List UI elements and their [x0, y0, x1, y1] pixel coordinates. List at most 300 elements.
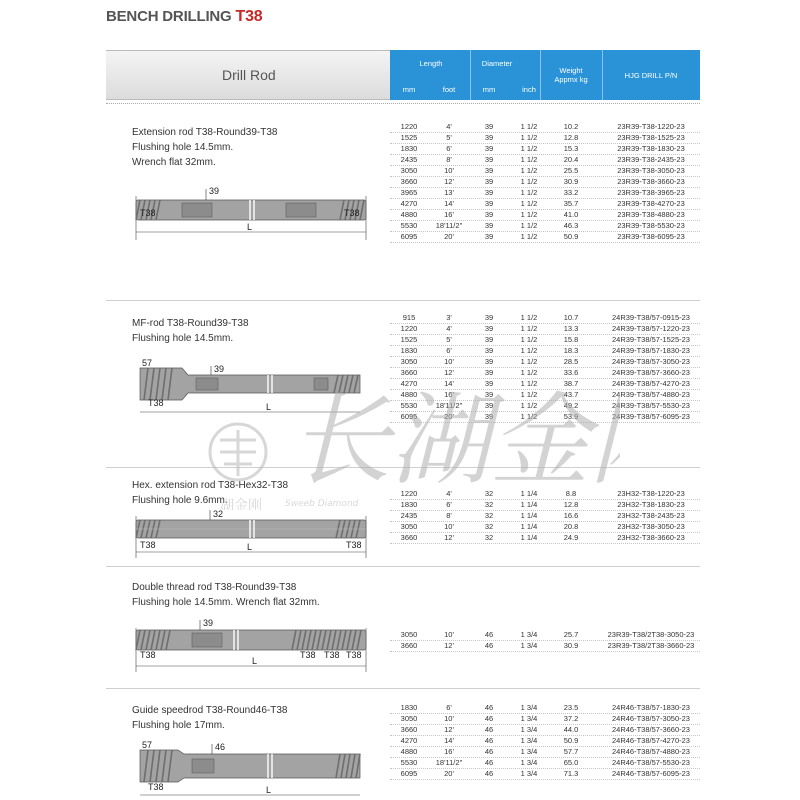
cell-diameter-mm: 39 — [484, 324, 494, 333]
cell-diameter-inch: 1 1/4 — [520, 489, 538, 498]
cell-length-mm: 2435 — [400, 155, 418, 164]
section-5-left-thread-label: T38 — [148, 782, 164, 792]
cell-diameter-mm: 39 — [484, 357, 494, 366]
cell-diameter-mm: 39 — [484, 232, 494, 241]
cell-length-foot: 4' — [446, 122, 452, 131]
cell-length-foot: 6' — [446, 500, 452, 509]
cell-part-number: 23R39-T38-4270-23 — [617, 199, 685, 208]
cell-length-mm: 4270 — [400, 379, 418, 388]
cell-length-foot: 13' — [444, 188, 454, 197]
cell-length-mm: 1830 — [400, 144, 418, 153]
cell-length-mm: 1830 — [400, 703, 418, 712]
cell-weight: 30.9 — [563, 177, 579, 186]
section-4-title: Double thread rod T38-Round39-T38 — [132, 582, 297, 593]
cell-weight: 15.3 — [563, 144, 579, 153]
section-4-left-thread-label: T38 — [140, 650, 156, 660]
cell-diameter-mm: 39 — [484, 401, 494, 410]
cell-length-foot: 4' — [446, 324, 452, 333]
cell-weight: 8.8 — [565, 489, 577, 498]
table-row — [390, 533, 700, 543]
table-row — [390, 155, 700, 165]
table-row — [390, 522, 700, 532]
cell-length-mm: 3050 — [400, 630, 418, 639]
cell-weight: 24.9 — [563, 533, 579, 542]
cell-diameter-inch: 1 1/2 — [520, 390, 538, 399]
table-row — [390, 335, 700, 345]
cell-diameter-inch: 1 3/4 — [520, 725, 538, 734]
cell-part-number: 23R39-T38-1830-23 — [617, 144, 685, 153]
cell-weight: 38.7 — [563, 379, 579, 388]
cell-part-number: 23R39-T38-3050-23 — [617, 166, 685, 175]
cell-length-foot: 10' — [444, 357, 454, 366]
cell-weight: 44.0 — [563, 725, 579, 734]
section-4-diameter-label: 39 — [203, 618, 214, 628]
cell-weight: 49.2 — [563, 401, 579, 410]
cell-diameter-mm: 46 — [484, 641, 494, 650]
cell-length-foot: 8' — [446, 155, 452, 164]
cell-diameter-inch: 1 1/4 — [520, 522, 538, 531]
cell-part-number: 23H32-T38-3660-23 — [617, 533, 685, 542]
cell-length-foot: 16' — [444, 747, 454, 756]
cell-diameter-mm: 39 — [484, 313, 494, 322]
table-row — [390, 324, 700, 334]
section-1-right-thread-label: T38 — [344, 208, 360, 218]
section-1-line-3: Wrench flat 32mm. — [132, 157, 216, 168]
cell-diameter-mm: 32 — [484, 533, 494, 542]
table-row — [390, 210, 700, 220]
cell-weight: 46.3 — [563, 221, 579, 230]
table-header-left — [106, 50, 390, 100]
cell-length-foot: 20' — [444, 232, 454, 241]
cell-diameter-mm: 46 — [484, 747, 494, 756]
section-4-label — [132, 580, 320, 610]
cell-weight: 28.5 — [563, 357, 579, 366]
section-2-length-label: L — [266, 402, 272, 412]
cell-diameter-inch: 1 1/2 — [520, 210, 538, 219]
table-row — [390, 630, 700, 640]
cell-length-mm: 1525 — [400, 133, 418, 142]
cell-length-foot: 10' — [444, 166, 454, 175]
cell-length-mm: 4880 — [400, 390, 418, 399]
cell-diameter-inch: 1 1/2 — [520, 368, 538, 377]
table-row — [390, 758, 700, 768]
table-row — [390, 511, 700, 521]
cell-length-foot: 14' — [444, 736, 454, 745]
cell-diameter-inch: 1 1/2 — [520, 412, 538, 421]
cell-diameter-inch: 1 3/4 — [520, 747, 538, 756]
section-5-rod-drawing — [126, 740, 376, 798]
cell-length-foot: 12' — [444, 725, 454, 734]
cell-part-number: 24R39-T38/57-3660-23 — [612, 368, 690, 377]
section-4-right-thread-label: T38 — [346, 650, 362, 660]
section-1-title: Extension rod T38-Round39-T38 — [132, 127, 278, 138]
cell-length-mm: 3660 — [400, 533, 418, 542]
table-row — [390, 177, 700, 187]
header-inch: inch — [522, 85, 536, 94]
section-3-label — [132, 478, 288, 508]
section-5-line-2: Flushing hole 17mm. — [132, 720, 225, 731]
cell-length-mm: 5530 — [400, 401, 418, 410]
cell-length-mm: 6095 — [400, 412, 418, 421]
cell-diameter-mm: 46 — [484, 769, 494, 778]
cell-weight: 13.3 — [563, 324, 579, 333]
cell-weight: 43.7 — [563, 390, 579, 399]
cell-length-mm: 3660 — [400, 177, 418, 186]
cell-part-number: 24R39-T38/57-1830-23 — [612, 346, 690, 355]
cell-diameter-mm: 46 — [484, 736, 494, 745]
cell-weight: 23.5 — [563, 703, 579, 712]
cell-diameter-inch: 1 1/2 — [520, 232, 538, 241]
cell-length-mm: 3050 — [400, 357, 418, 366]
cell-diameter-mm: 46 — [484, 725, 494, 734]
cell-diameter-mm: 39 — [484, 144, 494, 153]
section-4-line-2: Flushing hole 14.5mm. Wrench flat 32mm. — [132, 597, 320, 608]
cell-part-number: 24R46-T38/57-5530-23 — [612, 758, 690, 767]
cell-part-number: 24R39-T38/57-0915-23 — [612, 313, 690, 322]
cell-part-number: 23R39-T38-2435-23 — [617, 155, 685, 164]
cell-part-number: 23R39-T38/2T38-3050-23 — [607, 630, 695, 639]
section-3-title: Hex. extension rod T38-Hex32-T38 — [132, 480, 289, 491]
cell-diameter-inch: 1 1/4 — [520, 511, 538, 520]
section-2-left-thread-label: T38 — [148, 398, 164, 408]
cell-part-number: 23R39-T38-4880-23 — [617, 210, 685, 219]
section-1-rod-drawing — [126, 186, 376, 240]
cell-length-foot: 6' — [446, 346, 452, 355]
table-row — [390, 232, 700, 242]
section-4-length-label: L — [252, 656, 258, 666]
cell-length-mm: 6095 — [400, 232, 418, 241]
section-4-rod-drawing — [126, 616, 376, 672]
cell-part-number: 24R39-T38/57-1525-23 — [612, 335, 690, 344]
table-header-right — [390, 50, 700, 100]
cell-diameter-inch: 1 1/2 — [520, 199, 538, 208]
section-4-rule — [106, 688, 700, 689]
cell-diameter-inch: 1 1/2 — [520, 379, 538, 388]
section-2-line-2: Flushing hole 14.5mm. — [132, 333, 234, 344]
table-row — [390, 379, 700, 389]
section-1-line-2: Flushing hole 14.5mm. — [132, 142, 234, 153]
section-4-mid-left-label: T38 — [300, 650, 316, 660]
section-1-label — [132, 125, 277, 170]
cell-diameter-inch: 1 1/4 — [520, 500, 538, 509]
cell-weight: 57.7 — [563, 747, 579, 756]
cell-diameter-mm: 32 — [484, 511, 494, 520]
cell-length-foot: 8' — [446, 511, 452, 520]
cell-diameter-mm: 39 — [484, 122, 494, 131]
cell-part-number: 23R39-T38/2T38-3660-23 — [607, 641, 695, 650]
header-part-no: HJG DRILL P/N — [624, 71, 678, 80]
cell-weight: 53.9 — [563, 412, 579, 421]
header-weight-1: Weight — [559, 66, 583, 75]
table-row — [390, 346, 700, 356]
cell-length-mm: 6095 — [400, 769, 418, 778]
table-row — [390, 489, 700, 499]
cell-diameter-inch: 1 3/4 — [520, 703, 538, 712]
section-2-title: MF-rod T38-Round39-T38 — [132, 318, 249, 329]
cell-diameter-inch: 1 1/2 — [520, 188, 538, 197]
table-row — [390, 401, 700, 411]
cell-length-foot: 18'11/2" — [435, 401, 463, 410]
cell-length-mm: 4880 — [400, 747, 418, 756]
cell-length-mm: 3660 — [400, 725, 418, 734]
cell-length-mm: 3660 — [400, 368, 418, 377]
cell-diameter-inch: 1 3/4 — [520, 769, 538, 778]
cell-part-number: 24R39-T38/57-5530-23 — [612, 401, 690, 410]
section-3-line-2: Flushing hole 9.6mm. — [132, 495, 228, 506]
table-row — [390, 166, 700, 176]
table-row — [390, 221, 700, 231]
section-5-shank-label: 57 — [142, 740, 153, 750]
table-row — [390, 725, 700, 735]
cell-length-foot: 16' — [444, 390, 454, 399]
cell-diameter-inch: 1 1/2 — [520, 155, 538, 164]
cell-length-mm: 1220 — [400, 122, 418, 131]
cell-length-foot: 14' — [444, 379, 454, 388]
cell-length-foot: 6' — [446, 144, 452, 153]
cell-weight: 71.3 — [563, 769, 579, 778]
table-row — [390, 714, 700, 724]
table-row — [390, 144, 700, 154]
cell-length-mm: 915 — [402, 313, 416, 322]
cell-diameter-inch: 1 1/2 — [520, 346, 538, 355]
cell-length-foot: 10' — [444, 714, 454, 723]
cell-length-mm: 1525 — [400, 335, 418, 344]
cell-diameter-mm: 39 — [484, 166, 494, 175]
cell-diameter-inch: 1 1/2 — [520, 401, 538, 410]
cell-part-number: 24R39-T38/57-3050-23 — [612, 357, 690, 366]
table-row — [390, 133, 700, 143]
cell-length-foot: 4' — [446, 489, 452, 498]
cell-diameter-inch: 1 1/2 — [520, 357, 538, 366]
cell-diameter-inch: 1 1/2 — [520, 335, 538, 344]
cell-length-foot: 18'11/2" — [435, 221, 463, 230]
cell-diameter-mm: 39 — [484, 346, 494, 355]
cell-part-number: 24R46-T38/57-3050-23 — [612, 714, 690, 723]
cell-diameter-inch: 1 1/2 — [520, 177, 538, 186]
cell-diameter-inch: 1 1/4 — [520, 533, 538, 542]
section-3-length-label: L — [247, 542, 253, 552]
table-row — [390, 736, 700, 746]
cell-part-number: 24R46-T38/57-4880-23 — [612, 747, 690, 756]
cell-diameter-mm: 39 — [484, 221, 494, 230]
cell-length-mm: 3965 — [400, 188, 418, 197]
cell-part-number: 23H32-T38-1830-23 — [617, 500, 685, 509]
cell-diameter-inch: 1 1/2 — [520, 133, 538, 142]
header-length: Length — [419, 59, 443, 68]
table-row — [390, 390, 700, 400]
cell-length-mm: 4270 — [400, 199, 418, 208]
section-5-label — [132, 703, 287, 733]
section-1-rule — [106, 300, 700, 301]
cell-weight: 50.9 — [563, 736, 579, 745]
table-row — [390, 188, 700, 198]
cell-diameter-mm: 39 — [484, 368, 494, 377]
cell-diameter-inch: 1 1/2 — [520, 166, 538, 175]
cell-part-number: 24R46-T38/57-3660-23 — [612, 725, 690, 734]
table-row — [390, 412, 700, 422]
cell-length-foot: 5' — [446, 133, 452, 142]
cell-diameter-mm: 39 — [484, 155, 494, 164]
cell-weight: 41.0 — [563, 210, 579, 219]
cell-weight: 20.8 — [563, 522, 579, 531]
watermark-cn: 长湖金 — [290, 382, 590, 499]
cell-diameter-mm: 39 — [484, 133, 494, 142]
cell-weight: 20.4 — [563, 155, 579, 164]
cell-length-foot: 20' — [444, 412, 454, 421]
cell-diameter-mm: 46 — [484, 703, 494, 712]
section-1-left-thread-label: T38 — [140, 208, 156, 218]
cell-part-number: 23H32-T38-2435-23 — [617, 511, 685, 520]
cell-diameter-inch: 1 3/4 — [520, 758, 538, 767]
cell-diameter-mm: 39 — [484, 177, 494, 186]
cell-part-number: 24R39-T38/57-4270-23 — [612, 379, 690, 388]
cell-length-mm: 1220 — [400, 324, 418, 333]
cell-length-mm: 3050 — [400, 166, 418, 175]
section-4-mid-right-label: T38 — [324, 650, 340, 660]
cell-diameter-mm: 32 — [484, 489, 494, 498]
header-diameter: Diameter — [481, 59, 513, 68]
cell-length-foot: 18'11/2" — [435, 758, 463, 767]
cell-diameter-inch: 1 1/2 — [520, 324, 538, 333]
cell-length-foot: 20' — [444, 769, 454, 778]
cell-diameter-mm: 39 — [484, 210, 494, 219]
cell-diameter-mm: 39 — [484, 390, 494, 399]
section-3-right-thread-label: T38 — [346, 540, 362, 550]
cell-weight: 37.2 — [563, 714, 579, 723]
cell-length-mm: 4270 — [400, 736, 418, 745]
cell-length-mm: 3050 — [400, 522, 418, 531]
cell-weight: 65.0 — [563, 758, 579, 767]
cell-diameter-inch: 1 3/4 — [520, 630, 538, 639]
cell-length-foot: 10' — [444, 522, 454, 531]
cell-weight: 50.9 — [563, 232, 579, 241]
cell-length-foot: 5' — [446, 335, 452, 344]
cell-diameter-mm: 39 — [484, 379, 494, 388]
header-mm: mm — [402, 85, 416, 94]
section-2-shank-label: 57 — [142, 358, 153, 368]
section-2-diameter-label: 39 — [214, 364, 225, 374]
cell-length-foot: 16' — [444, 210, 454, 219]
cell-length-mm: 1830 — [400, 346, 418, 355]
cell-weight: 25.5 — [563, 166, 579, 175]
cell-part-number: 24R39-T38/57-6095-23 — [612, 412, 690, 421]
cell-length-foot: 14' — [444, 199, 454, 208]
cell-length-foot: 12' — [444, 641, 454, 650]
cell-weight: 10.7 — [563, 313, 579, 322]
cell-length-foot: 12' — [444, 368, 454, 377]
cell-diameter-mm: 39 — [484, 335, 494, 344]
cell-part-number: 23R39-T38-5530-23 — [617, 221, 685, 230]
section-1-diameter-label: 39 — [209, 186, 220, 196]
cell-diameter-inch: 1 1/2 — [520, 122, 538, 131]
cell-length-foot: 12' — [444, 177, 454, 186]
cell-diameter-mm: 39 — [484, 199, 494, 208]
header-drill-rod: Drill Rod — [222, 67, 276, 83]
section-3-left-thread-label: T38 — [140, 540, 156, 550]
cell-weight: 18.3 — [563, 346, 579, 355]
cell-diameter-mm: 39 — [484, 188, 494, 197]
section-3-rod-drawing — [126, 508, 376, 558]
cell-length-mm: 1830 — [400, 500, 418, 509]
watermark-en: Sweeb Diamond — [285, 499, 359, 509]
cell-part-number: 24R39-T38/57-4880-23 — [612, 390, 690, 399]
section-3-diameter-label: 32 — [213, 509, 224, 519]
cell-diameter-mm: 32 — [484, 500, 494, 509]
section-5-title: Guide speedrod T38-Round46-T38 — [132, 705, 288, 716]
cell-length-mm: 5530 — [400, 758, 418, 767]
section-2-label — [132, 316, 249, 346]
table-row — [390, 703, 700, 713]
section-2-rod-drawing — [126, 358, 376, 416]
title-accent: T38 — [235, 8, 263, 25]
cell-diameter-inch: 1 3/4 — [520, 736, 538, 745]
cell-weight: 10.2 — [563, 122, 579, 131]
cell-part-number: 23H32-T38-1220-23 — [617, 489, 685, 498]
cell-diameter-inch: 1 3/4 — [520, 714, 538, 723]
cell-length-mm: 4880 — [400, 210, 418, 219]
cell-diameter-inch: 1 1/2 — [520, 144, 538, 153]
table-row — [390, 769, 700, 779]
cell-part-number: 23R39-T38-1525-23 — [617, 133, 685, 142]
cell-length-foot: 3' — [446, 313, 452, 322]
cell-length-foot: 12' — [444, 533, 454, 542]
cell-weight: 33.2 — [563, 188, 579, 197]
cell-diameter-inch: 1 1/2 — [520, 313, 538, 322]
cell-weight: 16.6 — [563, 511, 579, 520]
cell-diameter-mm: 32 — [484, 522, 494, 531]
cell-part-number: 24R46-T38/57-1830-23 — [612, 703, 690, 712]
cell-length-mm: 3050 — [400, 714, 418, 723]
cell-weight: 12.8 — [563, 133, 579, 142]
cell-diameter-inch: 1 1/2 — [520, 221, 538, 230]
cell-weight: 25.7 — [563, 630, 579, 639]
table-row — [390, 313, 700, 323]
cell-diameter-mm: 46 — [484, 714, 494, 723]
cell-part-number: 23R39-T38-1220-23 — [617, 122, 685, 131]
table-row — [390, 747, 700, 757]
header-foot: foot — [442, 85, 456, 94]
cell-diameter-mm: 46 — [484, 758, 494, 767]
cell-diameter-inch: 1 3/4 — [520, 641, 538, 650]
cell-weight: 33.6 — [563, 368, 579, 377]
header-mm2: mm — [482, 85, 496, 94]
cell-length-foot: 10' — [444, 630, 454, 639]
section-3-rule — [106, 566, 700, 567]
header-weight-2: Appmx kg — [554, 75, 588, 84]
table-row — [390, 122, 700, 132]
section-5-diameter-label: 46 — [215, 742, 226, 752]
section-5-length-label: L — [266, 785, 272, 795]
section-2-rule — [106, 467, 700, 468]
cell-weight: 35.7 — [563, 199, 579, 208]
header-rule — [106, 103, 700, 104]
cell-part-number: 23R39-T38-3965-23 — [617, 188, 685, 197]
page-title — [106, 8, 262, 26]
table-row — [390, 199, 700, 209]
cell-length-mm: 5530 — [400, 221, 418, 230]
cell-part-number: 24R46-T38/57-6095-23 — [612, 769, 690, 778]
cell-length-foot: 6' — [446, 703, 452, 712]
cell-weight: 15.8 — [563, 335, 579, 344]
cell-diameter-mm: 46 — [484, 630, 494, 639]
cell-weight: 30.9 — [563, 641, 579, 650]
section-1-length-label: L — [247, 222, 253, 232]
cell-part-number: 23R39-T38-3660-23 — [617, 177, 685, 186]
cell-weight: 12.8 — [563, 500, 579, 509]
cell-length-mm: 2435 — [400, 511, 418, 520]
table-row — [390, 357, 700, 367]
table-row — [390, 500, 700, 510]
